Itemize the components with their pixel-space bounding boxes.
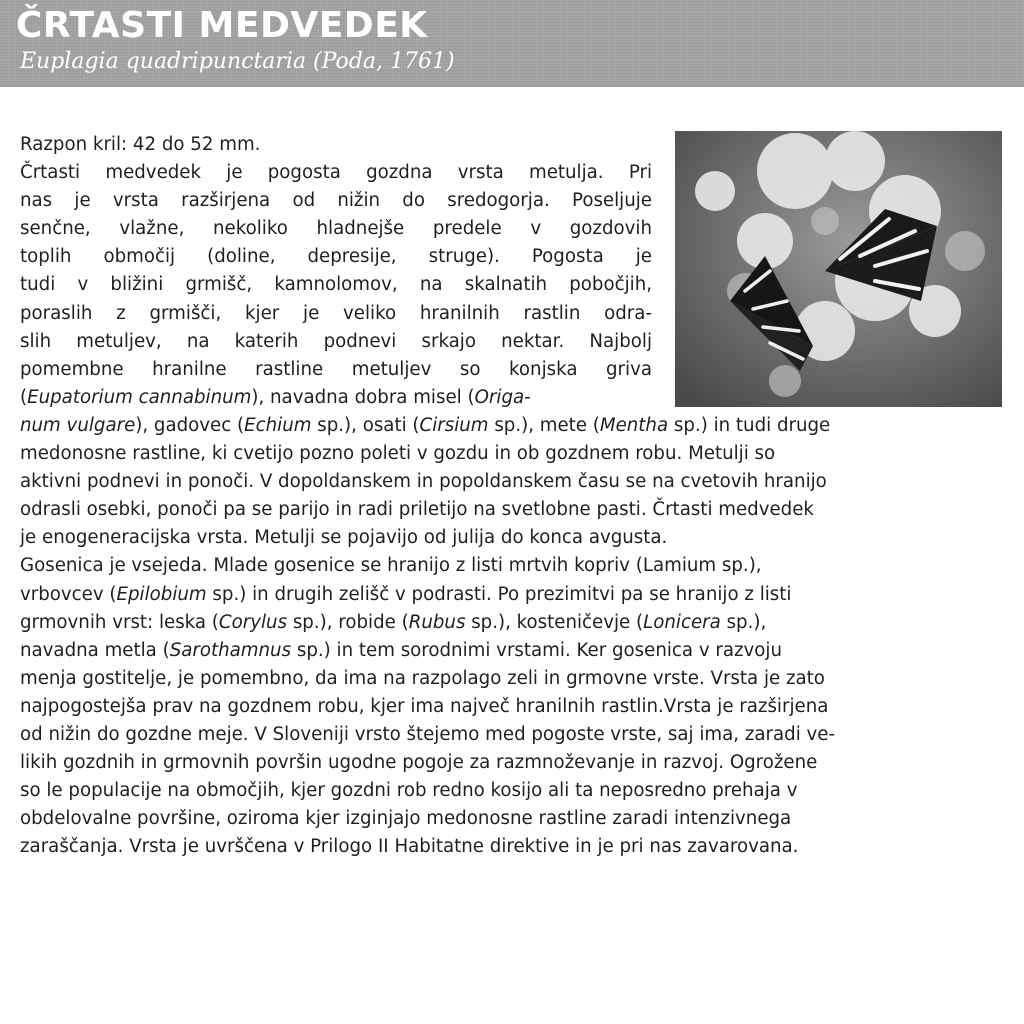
text-line — [20, 581, 1010, 609]
text-fragment: navadna metla ( — [20, 639, 170, 661]
text-line: Razpon kril: 42 do 52 mm. — [20, 134, 261, 155]
text-fragment: grmovnih vrst: leska ( — [20, 611, 219, 633]
text-fragment: sp.), osati ( — [311, 414, 420, 436]
text-fragment: ), navadna dobra misel ( — [251, 386, 475, 408]
text-line: je enogeneracijska vrsta. Metulji se pojavijo od julija do konca avgusta. — [20, 527, 668, 549]
text-line: toplih območij (doline, depresije, struge). Pogosta je — [20, 246, 652, 268]
text-line: tudi v bližini grmišč, kamnolomov, na skalnatih pobočjih, — [20, 274, 652, 296]
text-line — [20, 384, 660, 412]
species-name: Rubus — [408, 611, 466, 633]
text-line: senčne, vlažne, nekoliko hladnejše predele v gozdovih — [20, 218, 652, 240]
species-name: Cirsium — [419, 414, 489, 436]
text-line: medonosne rastline, ki cvetijo pozno poleti v gozdu in ob gozdnem robu. Metulji so — [20, 443, 776, 465]
text-fragment: sp.) in drugih zelišč v podrasti. Po prezimitvi pa se hranijo z listi — [206, 583, 792, 605]
text-line: odrasli osebki, ponoči pa se parijo in radi priletijo na svetlobne pasti. Črtasti medvedek — [20, 499, 814, 521]
species-name: Origa- — [474, 386, 531, 408]
text-line — [20, 637, 1010, 665]
text-line: so le populacije na območjih, kjer gozdni rob redno kosijo ali ta neposredno prehaja v — [20, 780, 798, 802]
species-name: Sarothamnus — [169, 639, 292, 661]
text-fragment: sp.) in tem sorodnimi vrstami. Ker gosenica v razvoju — [291, 639, 783, 661]
species-name: Epilobium — [116, 583, 207, 605]
text-line: menja gostitelje, je pomembno, da ima na razpolago zeli in grmovne vrste. Vrsta je zato — [20, 667, 825, 689]
text-line: poraslih z grmišči, kjer je veliko hranilnih rastlin odra- — [20, 302, 652, 324]
text-line: od nižin do gozdne meje. V Sloveniji vrsto štejemo med pogoste vrste, saj ima, zaradi ve- — [20, 723, 836, 745]
text-line — [20, 609, 1010, 637]
text-line: aktivni podnevi in ponoči. V dopoldanskem in popoldanskem času se na cvetovih hranijo — [20, 471, 827, 493]
text-line: slih metuljev, na katerih podnevi srkajo nektar. Najbolj — [20, 330, 652, 352]
species-name: Corylus — [218, 611, 288, 633]
text-fragment: sp.), robide ( — [287, 611, 409, 633]
text-fragment: sp.), mete ( — [488, 414, 600, 436]
page-title: ČRTASTI MEDVEDEK — [16, 5, 428, 46]
text-line: Črtasti medvedek je pogosta gozdna vrsta metulja. Pri — [20, 162, 652, 184]
species-name: Eupatorium cannabinum — [27, 386, 252, 408]
article-body — [20, 131, 1010, 861]
text-fragment: sp.), — [720, 611, 767, 633]
text-line: Gosenica je vsejeda. Mlade gosenice se hranijo z listi mrtvih kopriv (Lamium sp.), — [20, 555, 762, 577]
text-line: pomembne hranilne rastline metuljev so konjska griva — [20, 358, 652, 380]
species-name: num vulgare — [20, 414, 136, 436]
text-line: nas je vrsta razširjena od nižin do sredogorja. Poseljuje — [20, 190, 652, 212]
text-line: najpogostejša prav na gozdnem robu, kjer ima največ hranilnih rastlin.Vrsta je razširjena — [20, 695, 829, 717]
scientific-name: Euplagia quadripunctaria (Poda, 1761) — [20, 49, 455, 74]
text-line: likih gozdnih in grmovnih površin ugodne pogoje za razmnoževanje in razvoj. Ogrožene — [20, 752, 818, 774]
text-fragment: sp.) in tudi druge — [668, 414, 831, 436]
species-name: Mentha — [599, 414, 669, 436]
text-line — [20, 412, 1010, 440]
text-fragment: ), gadovec ( — [135, 414, 245, 436]
text-line: zaraščanja. Vrsta je uvrščena v Prilogo II Habitatne direktive in je pri nas zavarovana. — [20, 836, 799, 858]
species-name: Echium — [244, 414, 312, 436]
header-banner — [0, 0, 1024, 87]
species-name: Lonicera — [643, 611, 721, 633]
text-fragment: ( — [20, 386, 28, 408]
text-fragment: vrbovcev ( — [20, 583, 117, 605]
text-line: obdelovalne površine, oziroma kjer izginjajo medonosne rastline zaradi intenzivnega — [20, 808, 792, 830]
text-fragment: sp.), kosteničevje ( — [465, 611, 644, 633]
